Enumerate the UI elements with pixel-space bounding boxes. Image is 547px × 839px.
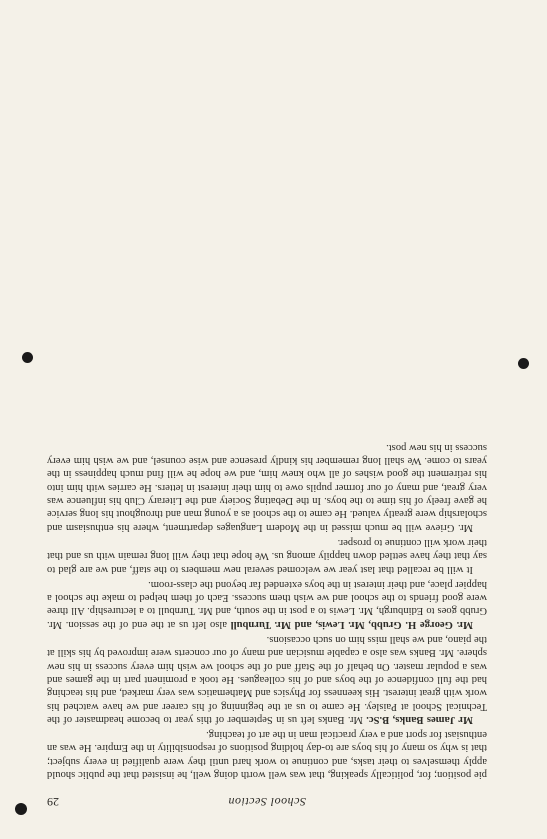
paragraph-text: It will be recalled that last year we welcomed several new members to the staff, and we are glad to say that they have settled down happily among us. We hope that they will long remain with us and that their work will continue to prosper. (47, 536, 487, 575)
paragraph-lead: Mr. George H. Grubb, Mr. Lewis, and Mr. Turnbull (230, 618, 473, 630)
body-text (47, 441, 487, 781)
page-number: 29 (47, 795, 59, 809)
paragraph-text: Mr. Grieve will be much missed in the Modern Languages department, where his enthusiasm and scholarship were greatly valued. He came to the school as a young man and throughout his long service he gave freely of his time to the boys. In the Debating Society and the Literary Club his influence was very great, and many of our former pupils owe to him their interest in letters. He carries with him into his retirement the good wishes of all who knew him, and we hope he will find much happiness in the years to come. We shall long remember his kindly presence and wise counsel, and we wish him every success in his new post. (47, 441, 487, 533)
paragraph-text: Mr. Banks left us in September of this year to become headmaster of the Technical School at Paisley. He came to us at the beginning of his career and we have watched his work with great interest. His keenness for Physics and Mathematics was very marked, and his teaching had the full confidence of the boys and of his colleagues. He took a prominent part in the games and was a popular master. On behalf of the Staff and of the school we wish him every success in his new sphere. Mr. Banks was also a capable musician and many of our concerts were improved by his skill at the piano, and we shall miss him on such occasions. (47, 634, 487, 725)
page-header (47, 787, 487, 809)
ink-spot (518, 358, 529, 369)
ink-spot (15, 803, 27, 815)
paragraph-text: pie position; for, politically speaking, that was well worth doing well, he insisted that the public should apply themselves to their tasks, and continue to work hard until they were qualified in every subject; that is why so many of his boys are to-day holding positions of responsibility in the Empire. He was an enthusiast for sport and a very practical man in the art of teaching. (47, 729, 487, 780)
paragraph (47, 536, 487, 576)
paragraph (47, 578, 487, 631)
running-head: School Section (228, 795, 306, 809)
paragraph-lead: Mr James Banks, B.Sc. (366, 713, 473, 725)
paragraph (47, 633, 487, 726)
paragraph (47, 728, 487, 781)
ink-spot (22, 352, 33, 363)
paragraph-text: also left us at the end of the session. Mr. Grubb goes to Edinburgh, Mr. Lewis to a post in the south, and Mr. Turnbull to a lectureship. All three were good friends to the school and we wish them success. Each of them helped to make the school a happier place, and their interest in the boys extended far beyond the class-room. (46, 578, 487, 630)
paragraph (47, 441, 487, 534)
